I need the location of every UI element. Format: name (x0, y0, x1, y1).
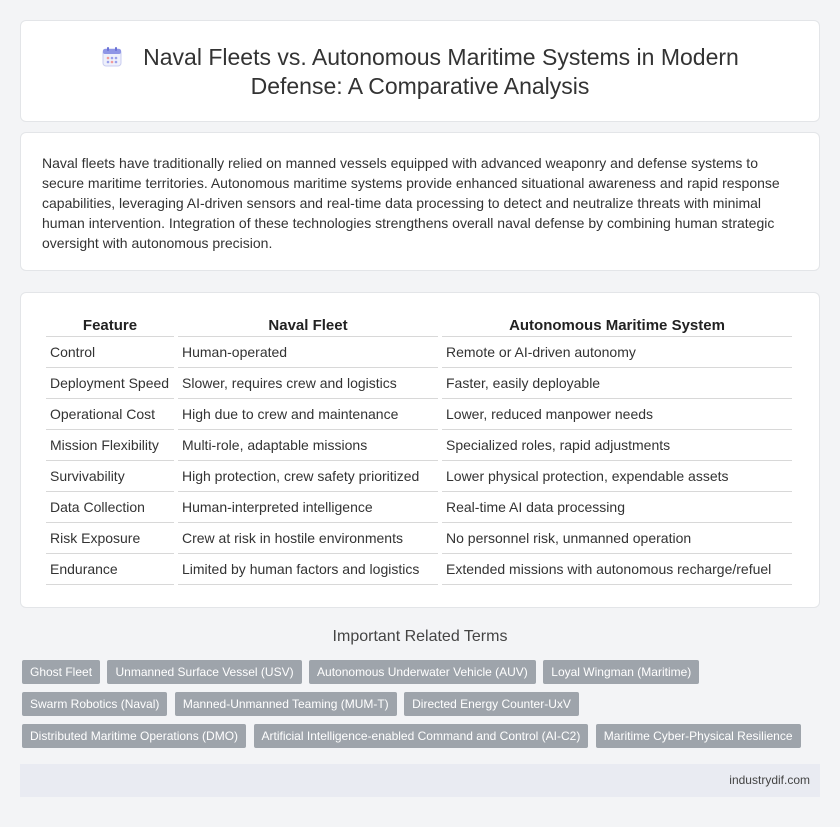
table-header-row (46, 315, 792, 337)
table-row (46, 523, 792, 554)
autonomous-cell: Lower, reduced manpower needs (442, 399, 792, 430)
footer-site-link[interactable]: industrydif.com (729, 773, 810, 787)
autonomous-cell: Faster, easily deployable (442, 368, 792, 399)
calendar-icon (101, 46, 123, 68)
table-row (46, 368, 792, 399)
feature-cell: Data Collection (46, 492, 174, 523)
naval-fleet-cell: Limited by human factors and logistics (178, 554, 438, 585)
comparison-table (42, 315, 796, 585)
naval-fleet-cell: Slower, requires crew and logistics (178, 368, 438, 399)
title-line-2: Defense: A Comparative Analysis (250, 73, 590, 99)
feature-cell: Mission Flexibility (46, 430, 174, 461)
column-header-feature: Feature (46, 315, 174, 337)
table-row (46, 461, 792, 492)
related-term-tag[interactable]: Ghost Fleet (22, 660, 100, 684)
feature-cell: Endurance (46, 554, 174, 585)
related-term-tag[interactable]: Maritime Cyber-Physical Resilience (596, 724, 801, 748)
title-line-1: Naval Fleets vs. Autonomous Maritime Systems in Modern (143, 44, 739, 70)
related-term-tag[interactable]: Manned-Unmanned Teaming (MUM-T) (175, 692, 397, 716)
feature-cell: Survivability (46, 461, 174, 492)
intro-paragraph: Naval fleets have traditionally relied on manned vessels equipped with advanced weaponry and defense systems to secure maritime territories. Autonomous maritime systems provide enhanced situational awareness and rapid response capabilities, leveraging AI-driven sensors and real-time data processing to detect and neutralize threats with minimal human intervention. Integration of these technologies strengthens overall naval defense by combining human strategic oversight with autonomous precision. (42, 155, 780, 251)
intro-card (20, 132, 820, 271)
related-term-tag[interactable]: Directed Energy Counter-UxV (404, 692, 579, 716)
related-terms-list (22, 660, 812, 756)
related-term-tag[interactable]: Artificial Intelligence-enabled Command and Control (AI-C2) (254, 724, 589, 748)
comparison-card (20, 292, 820, 608)
naval-fleet-cell: Human-interpreted intelligence (178, 492, 438, 523)
naval-fleet-cell: High protection, crew safety prioritized (178, 461, 438, 492)
related-term-tag[interactable]: Swarm Robotics (Naval) (22, 692, 167, 716)
column-header-autonomous: Autonomous Maritime System (442, 315, 792, 337)
autonomous-cell: Lower physical protection, expendable assets (442, 461, 792, 492)
autonomous-cell: Remote or AI-driven autonomy (442, 337, 792, 368)
related-terms-heading: Important Related Terms (332, 628, 508, 645)
related-term-tag[interactable]: Unmanned Surface Vessel (USV) (107, 660, 301, 684)
feature-cell: Risk Exposure (46, 523, 174, 554)
table-row (46, 492, 792, 523)
autonomous-cell: Extended missions with autonomous recharge/refuel (442, 554, 792, 585)
naval-fleet-cell: Crew at risk in hostile environments (178, 523, 438, 554)
naval-fleet-cell: High due to crew and maintenance (178, 399, 438, 430)
related-term-tag[interactable]: Loyal Wingman (Maritime) (543, 660, 699, 684)
naval-fleet-cell: Human-operated (178, 337, 438, 368)
feature-cell: Deployment Speed (46, 368, 174, 399)
footer (20, 764, 820, 797)
related-term-tag[interactable]: Autonomous Underwater Vehicle (AUV) (309, 660, 536, 684)
table-row (46, 554, 792, 585)
table-row (46, 337, 792, 368)
related-term-tag[interactable]: Distributed Maritime Operations (DMO) (22, 724, 246, 748)
autonomous-cell: Specialized roles, rapid adjustments (442, 430, 792, 461)
table-row (46, 399, 792, 430)
page-title (21, 43, 819, 101)
autonomous-cell: No personnel risk, unmanned operation (442, 523, 792, 554)
feature-cell: Operational Cost (46, 399, 174, 430)
autonomous-cell: Real-time AI data processing (442, 492, 792, 523)
naval-fleet-cell: Multi-role, adaptable missions (178, 430, 438, 461)
column-header-naval-fleet: Naval Fleet (178, 315, 438, 337)
title-card (20, 20, 820, 122)
feature-cell: Control (46, 337, 174, 368)
table-row (46, 430, 792, 461)
